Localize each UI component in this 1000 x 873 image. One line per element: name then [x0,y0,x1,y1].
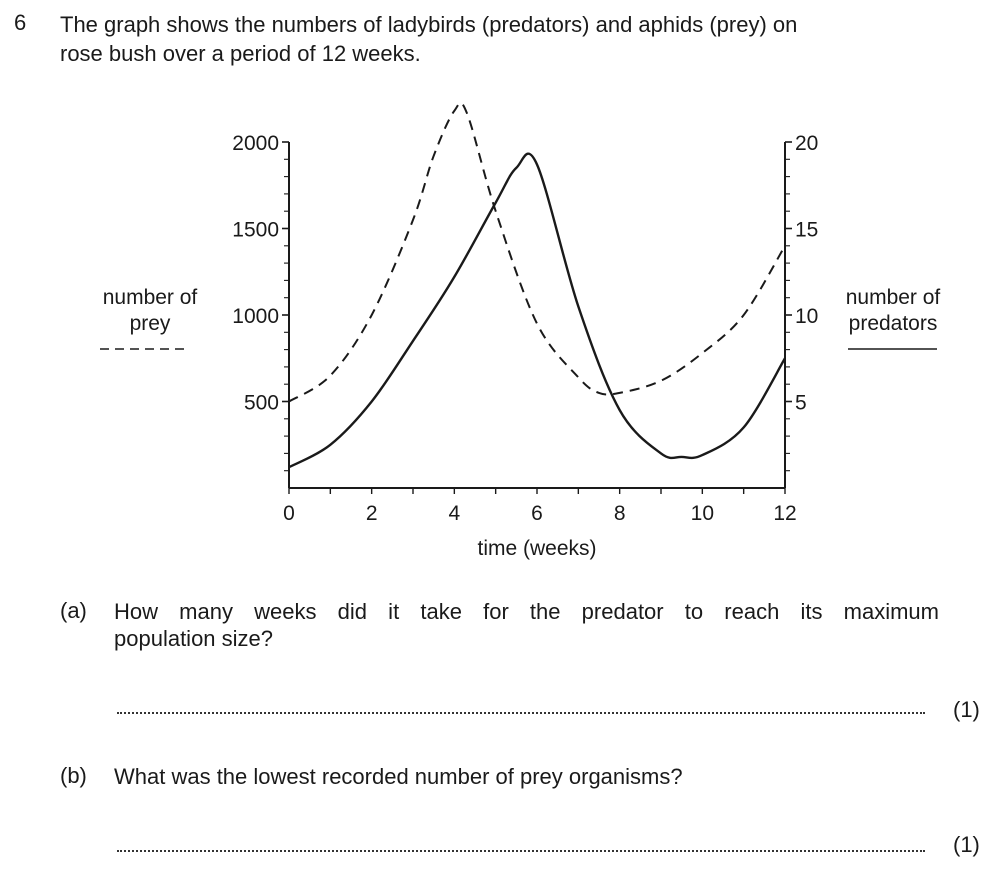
x-axis-tick-label: 4 [448,502,461,525]
x-axis-tick-label: 12 [773,502,797,525]
intro-line-2: rose bush over a period of 12 weeks. [60,41,421,66]
right-axis-label-line-2: predators [848,312,938,335]
right-axis-tick-label: 10 [795,305,819,328]
x-axis-tick-label: 6 [531,502,543,525]
intro-line-1: The graph shows the numbers of ladybirds (predators) and aphids (prey) on [60,12,798,37]
x-axis-label: time (weeks) [477,537,597,560]
part-b-marks: (1) [953,832,980,857]
part-a-question [114,598,939,652]
right-axis-label-line-1: number of [845,286,941,309]
question-number: 6 [14,10,27,35]
part-a-answer-line[interactable] [117,712,925,714]
left-axis-tick-label: 2000 [232,132,279,155]
x-axis-tick-label: 0 [283,502,295,525]
prey-series-line [289,103,785,402]
part-a-line-2: population size? [114,626,274,651]
part-b-answer-line[interactable] [117,850,925,852]
left-axis-tick-label: 500 [243,391,279,415]
x-axis-tick-label: 2 [365,502,378,525]
part-b-label: (b) [60,763,87,788]
left-axis-label-line-1: number of [102,286,198,309]
predator-series-line [289,154,785,467]
part-a-marks: (1) [953,697,980,722]
right-axis-tick-label: 15 [795,218,819,242]
part-a-label: (a) [60,598,87,623]
right-axis-tick-label: 5 [795,391,807,415]
x-axis-tick-label: 8 [613,502,626,525]
left-axis-tick-label: 1500 [232,218,279,242]
part-b-question: What was the lowest recorded number of prey organisms? [114,764,683,789]
left-axis-tick-label: 1000 [232,305,279,328]
left-axis-label-line-2: prey [129,312,171,335]
right-axis-tick-label: 20 [795,132,819,155]
x-axis-tick-label: 10 [690,502,715,525]
part-a-line-1: How many weeks did it take for the predator to reach its maximum [114,599,939,624]
